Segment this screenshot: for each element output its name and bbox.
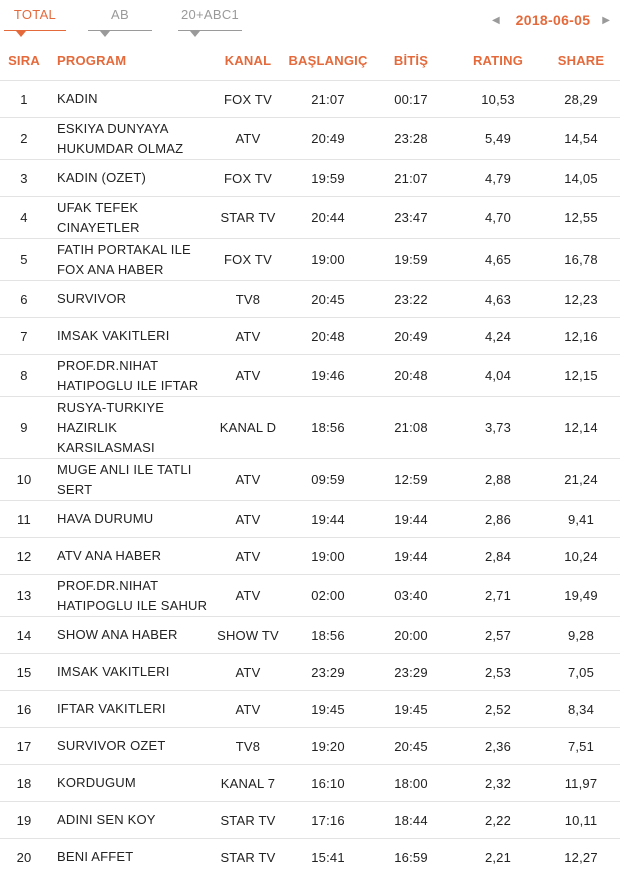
program-name-line: SHOW ANA HABER bbox=[57, 627, 178, 642]
cell-program bbox=[48, 765, 208, 802]
cell-start-time: 19:00 bbox=[288, 239, 368, 281]
cell-channel: KANAL 7 bbox=[208, 765, 288, 802]
top-bar bbox=[0, 0, 620, 40]
cell-channel: ATV bbox=[208, 459, 288, 501]
cell-share: 21,24 bbox=[542, 459, 620, 501]
cell-end-time: 19:44 bbox=[368, 538, 454, 575]
cell-share: 9,28 bbox=[542, 617, 620, 654]
cell-channel: ATV bbox=[208, 318, 288, 355]
table-row bbox=[0, 239, 620, 281]
cell-channel: ATV bbox=[208, 501, 288, 538]
cell-start-time: 20:44 bbox=[288, 197, 368, 239]
cell-end-time: 18:00 bbox=[368, 765, 454, 802]
cell-rank: 11 bbox=[0, 501, 48, 538]
table-row bbox=[0, 81, 620, 118]
program-name-line: IMSAK VAKITLERI bbox=[57, 328, 170, 343]
cell-rank: 14 bbox=[0, 617, 48, 654]
program-name-line: KADIN (OZET) bbox=[57, 170, 147, 185]
program-name-line: ADINI SEN KOY bbox=[57, 812, 156, 827]
header-share[interactable]: SHARE bbox=[557, 52, 605, 68]
cell-rating: 4,79 bbox=[454, 160, 542, 197]
cell-end-time: 23:28 bbox=[368, 118, 454, 160]
cell-rating: 4,24 bbox=[454, 318, 542, 355]
cell-program bbox=[48, 281, 208, 318]
cell-end-time: 20:49 bbox=[368, 318, 454, 355]
cell-end-time: 23:22 bbox=[368, 281, 454, 318]
cell-program bbox=[48, 501, 208, 538]
cell-rank: 3 bbox=[0, 160, 48, 197]
table-row bbox=[0, 654, 620, 691]
program-name-line: HAVA DURUMU bbox=[57, 511, 154, 526]
cell-start-time: 18:56 bbox=[288, 617, 368, 654]
cell-share: 10,11 bbox=[542, 802, 620, 839]
cell-rating: 10,53 bbox=[454, 81, 542, 118]
cell-program bbox=[48, 318, 208, 355]
header-program[interactable]: PROGRAM bbox=[57, 52, 127, 68]
cell-channel: STAR TV bbox=[208, 839, 288, 876]
cell-program bbox=[48, 654, 208, 691]
header-baslangic[interactable]: BAŞLANGIÇ bbox=[288, 52, 368, 68]
cell-channel: ATV bbox=[208, 118, 288, 160]
cell-rating: 2,57 bbox=[454, 617, 542, 654]
cell-end-time: 18:44 bbox=[368, 802, 454, 839]
cell-rating: 4,63 bbox=[454, 281, 542, 318]
cell-rating: 4,65 bbox=[454, 239, 542, 281]
cell-rank: 6 bbox=[0, 281, 48, 318]
program-name-line: BENI AFFET bbox=[57, 849, 134, 864]
cell-program bbox=[48, 160, 208, 197]
cell-program bbox=[48, 728, 208, 765]
table-row bbox=[0, 728, 620, 765]
table-row bbox=[0, 691, 620, 728]
table-header-row bbox=[0, 40, 620, 81]
cell-rank: 10 bbox=[0, 459, 48, 501]
cell-rank: 7 bbox=[0, 318, 48, 355]
cell-program bbox=[48, 459, 208, 501]
cell-start-time: 19:44 bbox=[288, 501, 368, 538]
cell-channel: ATV bbox=[208, 355, 288, 397]
cell-share: 12,27 bbox=[542, 839, 620, 876]
cell-share: 9,41 bbox=[542, 501, 620, 538]
cell-end-time: 20:45 bbox=[368, 728, 454, 765]
cell-share: 16,78 bbox=[542, 239, 620, 281]
cell-start-time: 19:20 bbox=[288, 728, 368, 765]
chevron-right-icon[interactable]: ▶ bbox=[602, 14, 610, 26]
program-name-line: RUSYA-TURKIYE bbox=[57, 399, 165, 415]
header-kanal[interactable]: KANAL bbox=[224, 52, 272, 68]
selected-date[interactable]: 2018-06-05 bbox=[515, 12, 591, 28]
program-name-line: HUKUMDAR OLMAZ bbox=[57, 140, 184, 156]
cell-rank: 18 bbox=[0, 765, 48, 802]
cell-rank: 15 bbox=[0, 654, 48, 691]
cell-channel: TV8 bbox=[208, 281, 288, 318]
tab-underline bbox=[4, 30, 66, 31]
cell-end-time: 19:59 bbox=[368, 239, 454, 281]
cell-share: 19,49 bbox=[542, 575, 620, 617]
cell-share: 28,29 bbox=[542, 81, 620, 118]
program-name-line: CINAYETLER bbox=[57, 219, 140, 235]
cell-rating: 3,73 bbox=[454, 397, 542, 459]
tab-ab-label: AB bbox=[111, 7, 129, 22]
cell-share: 10,24 bbox=[542, 538, 620, 575]
program-name-line: KARSILASMASI bbox=[57, 439, 155, 455]
cell-end-time: 16:59 bbox=[368, 839, 454, 876]
cell-start-time: 15:41 bbox=[288, 839, 368, 876]
cell-rating: 4,04 bbox=[454, 355, 542, 397]
cell-rating: 5,49 bbox=[454, 118, 542, 160]
cell-channel: FOX TV bbox=[208, 239, 288, 281]
cell-share: 7,51 bbox=[542, 728, 620, 765]
table-row bbox=[0, 318, 620, 355]
cell-rating: 2,52 bbox=[454, 691, 542, 728]
table-row bbox=[0, 617, 620, 654]
cell-share: 12,14 bbox=[542, 397, 620, 459]
program-name-line: IFTAR VAKITLERI bbox=[57, 701, 166, 716]
table-row bbox=[0, 765, 620, 802]
cell-channel: TV8 bbox=[208, 728, 288, 765]
cell-share: 12,55 bbox=[542, 197, 620, 239]
cell-rank: 5 bbox=[0, 239, 48, 281]
cell-rank: 19 bbox=[0, 802, 48, 839]
cell-rank: 17 bbox=[0, 728, 48, 765]
cell-start-time: 20:48 bbox=[288, 318, 368, 355]
cell-start-time: 09:59 bbox=[288, 459, 368, 501]
program-name-line: MUGE ANLI ILE TATLI bbox=[57, 461, 192, 477]
tab-total[interactable] bbox=[4, 6, 66, 32]
cell-channel: FOX TV bbox=[208, 81, 288, 118]
tab-pointer-icon bbox=[100, 31, 110, 37]
cell-start-time: 16:10 bbox=[288, 765, 368, 802]
cell-end-time: 12:59 bbox=[368, 459, 454, 501]
cell-share: 12,15 bbox=[542, 355, 620, 397]
table-row bbox=[0, 197, 620, 239]
cell-share: 14,54 bbox=[542, 118, 620, 160]
cell-start-time: 21:07 bbox=[288, 81, 368, 118]
table-row bbox=[0, 397, 620, 459]
tab-20-abc1[interactable] bbox=[178, 6, 242, 32]
program-name-line: HATIPOGLU ILE IFTAR bbox=[57, 377, 199, 393]
program-name-line: PROF.DR.NIHAT bbox=[57, 577, 159, 593]
cell-start-time: 23:29 bbox=[288, 654, 368, 691]
cell-channel: SHOW TV bbox=[208, 617, 288, 654]
cell-start-time: 19:45 bbox=[288, 691, 368, 728]
cell-rank: 12 bbox=[0, 538, 48, 575]
program-name-line: SERT bbox=[57, 481, 93, 497]
cell-end-time: 23:47 bbox=[368, 197, 454, 239]
cell-rank: 9 bbox=[0, 397, 48, 459]
table-row bbox=[0, 459, 620, 501]
cell-rating: 2,32 bbox=[454, 765, 542, 802]
program-name-line: ATV ANA HABER bbox=[57, 548, 162, 563]
chevron-left-icon[interactable]: ◀ bbox=[491, 14, 500, 26]
cell-channel: ATV bbox=[208, 691, 288, 728]
cell-rating: 2,53 bbox=[454, 654, 542, 691]
cell-rating: 2,84 bbox=[454, 538, 542, 575]
cell-program bbox=[48, 839, 208, 876]
cell-share: 14,05 bbox=[542, 160, 620, 197]
table-row bbox=[0, 118, 620, 160]
cell-rating: 2,86 bbox=[454, 501, 542, 538]
cell-rating: 4,70 bbox=[454, 197, 542, 239]
cell-share: 7,05 bbox=[542, 654, 620, 691]
tab-ab[interactable] bbox=[88, 6, 152, 32]
table-row bbox=[0, 839, 620, 876]
cell-end-time: 19:45 bbox=[368, 691, 454, 728]
cell-end-time: 20:48 bbox=[368, 355, 454, 397]
cell-rank: 1 bbox=[0, 81, 48, 118]
cell-rank: 20 bbox=[0, 839, 48, 876]
program-name-line: KADIN bbox=[57, 91, 98, 106]
cell-start-time: 20:45 bbox=[288, 281, 368, 318]
program-name-line: UFAK TEFEK bbox=[57, 199, 139, 215]
cell-channel: STAR TV bbox=[208, 197, 288, 239]
program-name-line: ESKIYA DUNYAYA bbox=[57, 120, 169, 136]
cell-rating: 2,36 bbox=[454, 728, 542, 765]
cell-channel: KANAL D bbox=[208, 397, 288, 459]
cell-program bbox=[48, 538, 208, 575]
program-name-line: HAZIRLIK bbox=[57, 419, 118, 435]
tab-underline bbox=[178, 30, 242, 31]
tab-pointer-icon bbox=[190, 31, 200, 37]
cell-channel: FOX TV bbox=[208, 160, 288, 197]
program-name-line: FOX ANA HABER bbox=[57, 261, 164, 277]
table-row bbox=[0, 802, 620, 839]
program-name-line: HATIPOGLU ILE SAHUR bbox=[57, 597, 208, 613]
table-row bbox=[0, 575, 620, 617]
table-row bbox=[0, 501, 620, 538]
program-name-line: FATIH PORTAKAL ILE bbox=[57, 241, 191, 257]
cell-program bbox=[48, 239, 208, 281]
header-sira[interactable]: SIRA bbox=[8, 52, 40, 68]
cell-start-time: 20:49 bbox=[288, 118, 368, 160]
cell-channel: ATV bbox=[208, 538, 288, 575]
cell-channel: ATV bbox=[208, 654, 288, 691]
cell-end-time: 21:08 bbox=[368, 397, 454, 459]
tab-pointer-icon bbox=[16, 31, 26, 37]
cell-share: 11,97 bbox=[542, 765, 620, 802]
cell-program bbox=[48, 355, 208, 397]
cell-end-time: 23:29 bbox=[368, 654, 454, 691]
cell-share: 12,23 bbox=[542, 281, 620, 318]
header-rating[interactable]: RATING bbox=[472, 52, 524, 68]
cell-end-time: 00:17 bbox=[368, 81, 454, 118]
cell-start-time: 19:00 bbox=[288, 538, 368, 575]
cell-rank: 2 bbox=[0, 118, 48, 160]
cell-rank: 13 bbox=[0, 575, 48, 617]
cell-rank: 16 bbox=[0, 691, 48, 728]
cell-program bbox=[48, 397, 208, 459]
cell-channel: ATV bbox=[208, 575, 288, 617]
table-row bbox=[0, 538, 620, 575]
table-row bbox=[0, 281, 620, 318]
cell-start-time: 02:00 bbox=[288, 575, 368, 617]
program-name-line: IMSAK VAKITLERI bbox=[57, 664, 170, 679]
cell-rating: 2,71 bbox=[454, 575, 542, 617]
program-name-line: PROF.DR.NIHAT bbox=[57, 357, 159, 373]
cell-end-time: 20:00 bbox=[368, 617, 454, 654]
table-row bbox=[0, 160, 620, 197]
program-name-line: KORDUGUM bbox=[57, 775, 136, 790]
cell-start-time: 19:59 bbox=[288, 160, 368, 197]
header-bitis[interactable]: BİTİŞ bbox=[393, 52, 429, 68]
cell-program bbox=[48, 691, 208, 728]
tab-total-label: TOTAL bbox=[13, 7, 57, 22]
program-name-line: SURVIVOR OZET bbox=[57, 738, 166, 753]
cell-start-time: 19:46 bbox=[288, 355, 368, 397]
cell-start-time: 17:16 bbox=[288, 802, 368, 839]
cell-start-time: 18:56 bbox=[288, 397, 368, 459]
cell-rank: 4 bbox=[0, 197, 48, 239]
cell-rating: 2,88 bbox=[454, 459, 542, 501]
cell-share: 8,34 bbox=[542, 691, 620, 728]
cell-share: 12,16 bbox=[542, 318, 620, 355]
cell-channel: STAR TV bbox=[208, 802, 288, 839]
table-row bbox=[0, 355, 620, 397]
cell-end-time: 03:40 bbox=[368, 575, 454, 617]
date-navigator bbox=[492, 10, 610, 30]
cell-rating: 2,22 bbox=[454, 802, 542, 839]
cell-end-time: 19:44 bbox=[368, 501, 454, 538]
cell-program bbox=[48, 802, 208, 839]
tab-20-abc1-label: 20+ABC1 bbox=[180, 7, 240, 22]
cell-program bbox=[48, 197, 208, 239]
cell-program bbox=[48, 575, 208, 617]
cell-program bbox=[48, 118, 208, 160]
table-body bbox=[0, 81, 620, 876]
cell-end-time: 21:07 bbox=[368, 160, 454, 197]
program-name-line: SURVIVOR bbox=[57, 291, 127, 306]
cell-rank: 8 bbox=[0, 355, 48, 397]
ratings-table bbox=[0, 40, 620, 875]
tab-underline bbox=[88, 30, 152, 31]
cell-program bbox=[48, 617, 208, 654]
cell-program bbox=[48, 81, 208, 118]
cell-rating: 2,21 bbox=[454, 839, 542, 876]
